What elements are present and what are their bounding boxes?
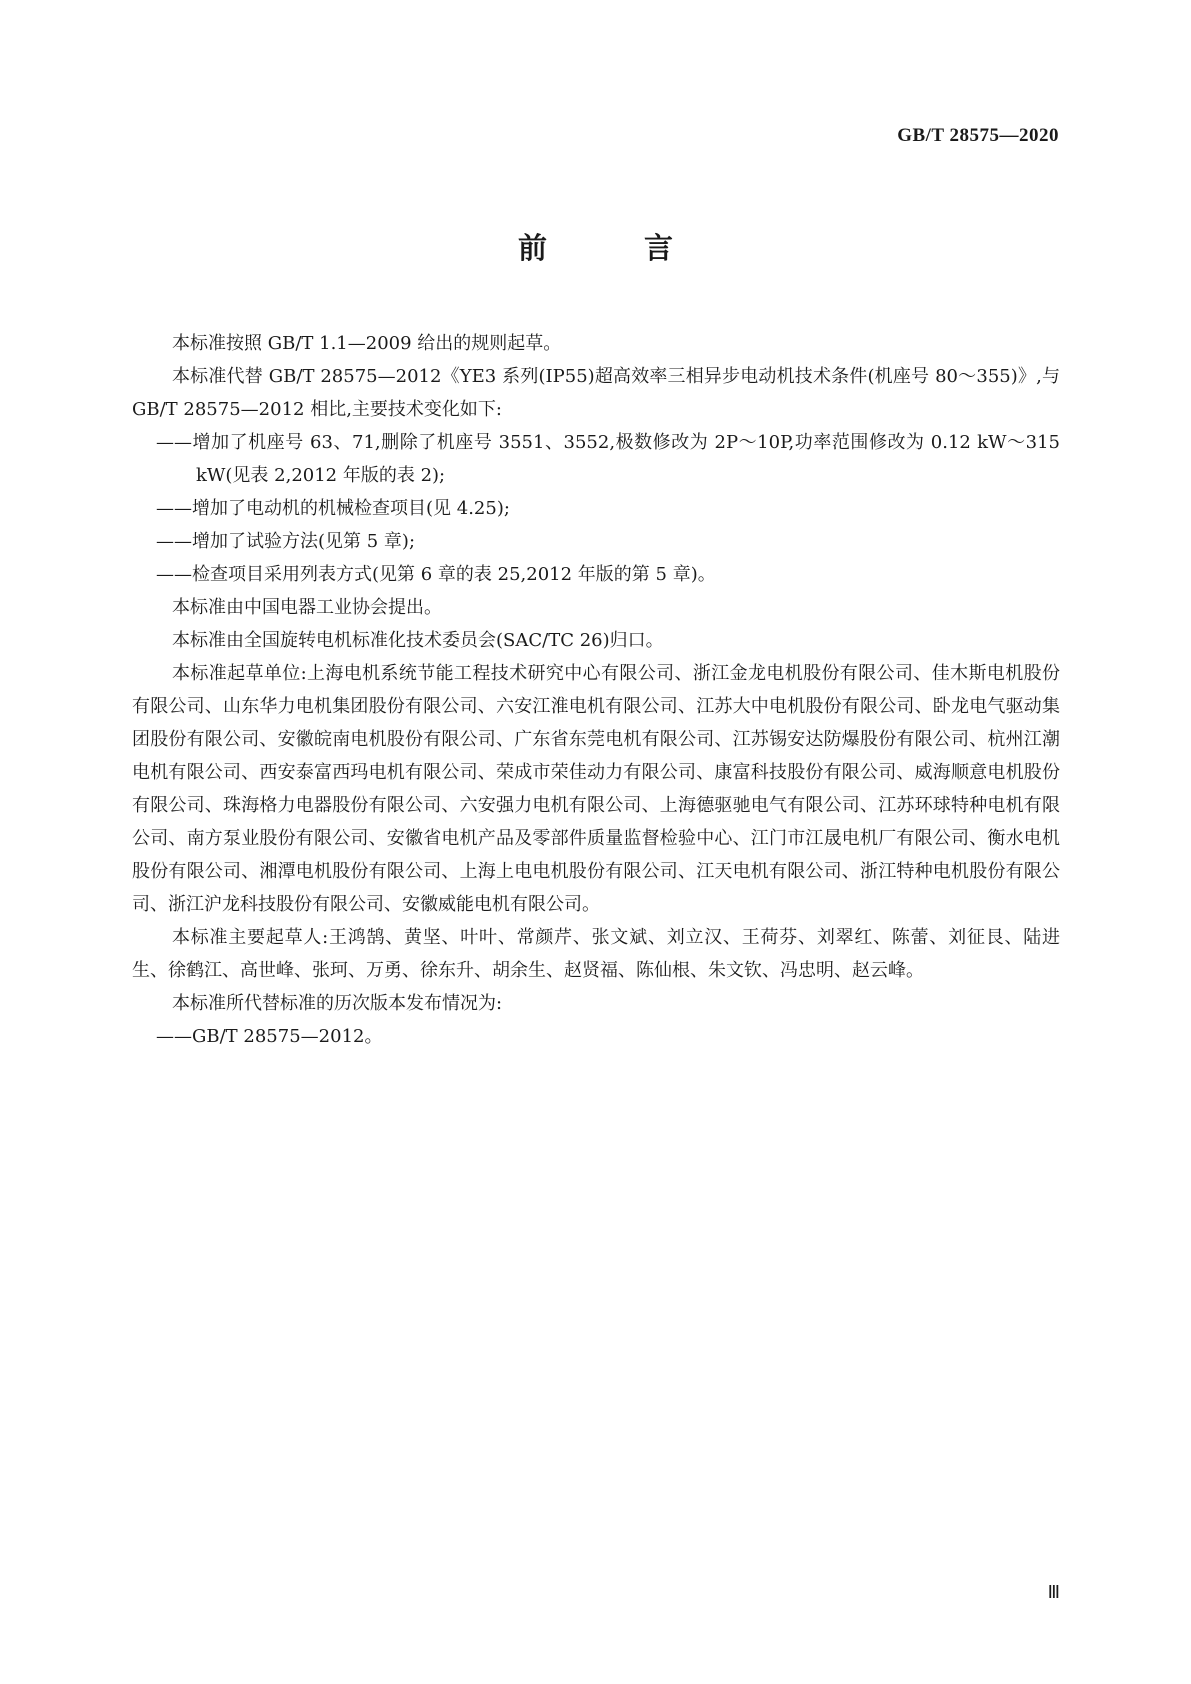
document-body [132,327,1060,1053]
change-item: ——增加了电动机的机械检查项目(见 4.25); [156,498,510,519]
page-title: 前 言 [517,231,707,265]
change-item: ——增加了试验方法(见第 5 章); [156,531,416,552]
page-number: Ⅲ [1047,1582,1060,1602]
paragraph-drafters: 本标准主要起草人:王鸿鹄、黄坚、叶叶、常颜芹、张文斌、刘立汉、王荷芬、刘翠红、陈蕾、刘征艮、陆进生、徐鹤江、高世峰、张珂、万勇、徐东升、胡余生、赵贤福、陈仙根、朱文钦、冯忠明、赵云峰。 [132,927,1060,981]
paragraph-replacement: 本标准代替 GB/T 28575—2012《YE3 系列(IP55)超高效率三相异步电动机技术条件(机座号 80～355)》,与 GB/T 28575—2012 相比,主要技术变化如下: [132,366,1060,420]
change-item: ——检查项目采用列表方式(见第 6 章的表 25,2012 年版的第 5 章)。 [156,564,716,585]
paragraph-drafting-units: 本标准起草单位:上海电机系统节能工程技术研究中心有限公司、浙江金龙电机股份有限公司、佳木斯电机股份有限公司、山东华力电机集团股份有限公司、六安江淮电机有限公司、江苏大中电机股份有限公司、卧龙电气驱动集团股份有限公司、安徽皖南电机股份有限公司、广东省东莞电机有限公司、江苏锡安达防爆股份有限公司、杭州江潮电机有限公司、西安泰富西玛电机有限公司、荣成市荣佳动力有限公司、康富科技股份有限公司、威海顺意电机股份有限公司、珠海格力电器股份有限公司、六安强力电机有限公司、上海德驱驰电气有限公司、江苏环球特种电机有限公司、南方泵业股份有限公司、安徽省电机产品及零部件质量监督检验中心、江门市江晟电机厂有限公司、衡水电机股份有限公司、湘潭电机股份有限公司、上海上电电机股份有限公司、江天电机有限公司、浙江特种电机股份有限公司、浙江沪龙科技股份有限公司、安徽威能电机有限公司。 [132,663,1060,915]
history-item: ——GB/T 28575—2012。 [156,1026,383,1047]
paragraph-proposer: 本标准由中国电器工业协会提出。 [172,597,442,618]
change-item: ——增加了机座号 63、71,删除了机座号 3551、3552,极数修改为 2P～10P,功率范围修改为 0.12 kW～315 kW(见表 2,2012 年版的表 2); [156,432,1060,486]
standard-code: GB/T 28575—2020 [897,125,1059,146]
paragraph-history-intro: 本标准所代替标准的历次版本发布情况为: [172,993,503,1014]
paragraph-administrator: 本标准由全国旋转电机标准化技术委员会(SAC/TC 26)归口。 [172,630,664,651]
paragraph-drafting-rule: 本标准按照 GB/T 1.1—2009 给出的规则起草。 [172,333,562,354]
